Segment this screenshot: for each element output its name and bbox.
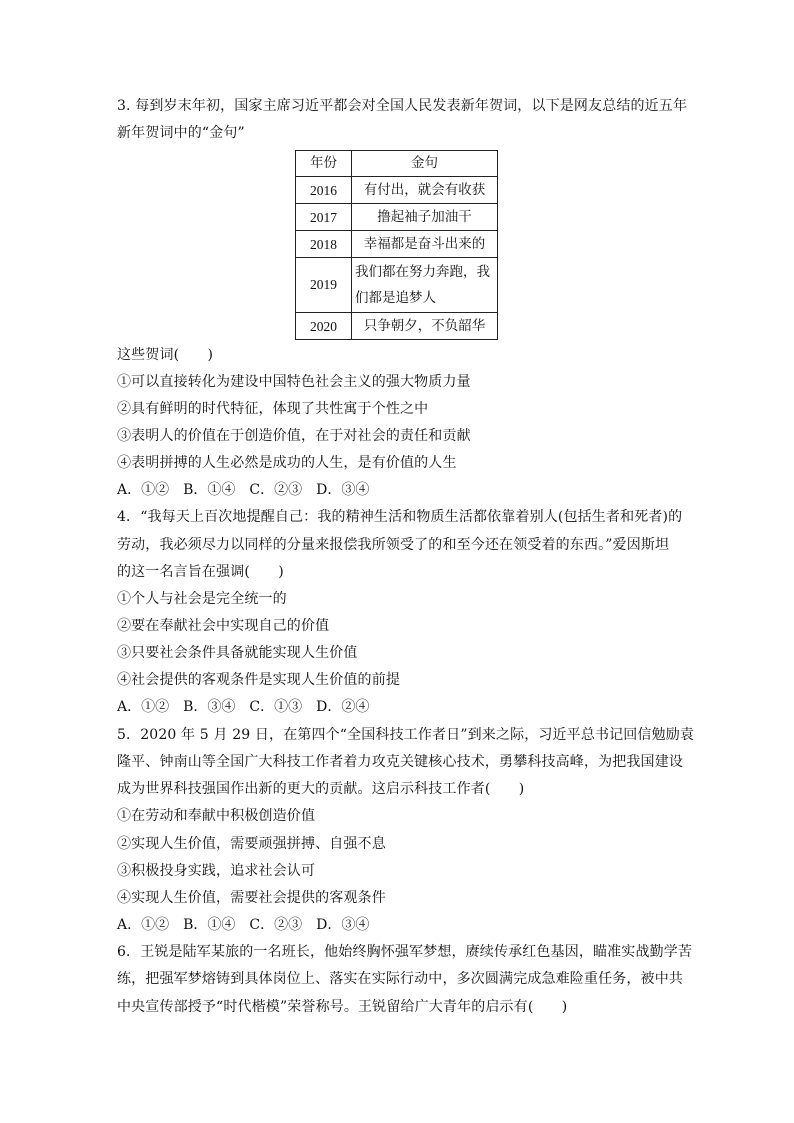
table-cell-quote: 幸福都是奋斗出来的 (352, 231, 498, 258)
q3-statement-3: ③表明人的价值在于创造价值，在于对社会的责任和贡献 (117, 428, 471, 444)
q3-statement-4: ④表明拼搏的人生必然是成功的人生，是有价值的人生 (117, 455, 457, 471)
q5-stem-line-2: 隆平、钟南山等全国广大科技工作者着力攻克关键核心技术，勇攀科技高峰，为把我国建设 (117, 754, 683, 770)
table-cell-quote: 我们都在努力奔跑，我们都是追梦人 (352, 258, 498, 313)
q3-statement-2: ②具有鲜明的时代特征，体现了共性寓于个性之中 (117, 401, 429, 417)
q6-stem-line-2: 练，把强军梦熔铸到具体岗位上、落实在实际行动中，多次圆满完成急难险重任务，被中共 (117, 971, 683, 987)
q3-stem-line-2: 新年贺词中的“金句” (117, 125, 245, 141)
q6-stem-line-1: 6．王锐是陆军某旅的一名班长，他始终胸怀强军梦想，赓续传承红色基因，瞄准实战勤学苦 (117, 944, 693, 960)
q4-statement-2: ②要在奉献社会中实现自己的价值 (117, 618, 330, 634)
q4-stem-line-3: 的这一名言旨在强调( ) (117, 564, 284, 580)
table-cell-quote: 有付出，就会有收获 (352, 177, 498, 204)
q5-statement-2: ②实现人生价值，需要顽强拼搏、自强不息 (117, 836, 386, 852)
table-header-year: 年份 (296, 151, 352, 177)
q3-stem-line-1: 3. 每到岁末年初，国家主席习近平都会对全国人民发表新年贺词，以下是网友总结的近五年 (117, 98, 688, 114)
q5-statement-1: ①在劳动和奉献中积极创造价值 (117, 808, 316, 824)
table-row (296, 231, 498, 258)
table-row (296, 313, 498, 340)
q4-statement-4: ④社会提供的客观条件是实现人生价值的前提 (117, 672, 400, 688)
table-row (296, 177, 498, 204)
q3-statement-1: ①可以直接转化为建设中国特色社会主义的强大物质力量 (117, 374, 471, 390)
table-cell-quote: 只争朝夕，不负韶华 (352, 313, 498, 340)
q6-stem-line-3: 中央宣传部授予“时代楷模”荣誉称号。王锐留给广大青年的启示有( ) (117, 999, 568, 1015)
q3-prompt: 这些贺词( ) (117, 347, 214, 363)
table-row (296, 204, 498, 231)
table-header-row (296, 151, 498, 177)
table-cell-year: 2017 (296, 204, 352, 231)
table-cell-year: 2018 (296, 231, 352, 258)
q4-statement-3: ③只要社会条件具备就能实现人生价值 (117, 645, 358, 661)
q5-options: A．①② B．①④ C．②③ D．③④ (117, 917, 370, 933)
new-year-quotes-table (295, 150, 498, 340)
table-cell-quote: 撸起袖子加油干 (352, 204, 498, 231)
q5-stem-line-1: 5．2020 年 5 月 29 日，在第四个“全国科技工作者日”到来之际，习近平总书记回信勉励袁 (117, 727, 695, 743)
q4-options: A．①② B．③④ C．①③ D．②④ (117, 699, 370, 715)
table-cell-year: 2019 (296, 258, 352, 313)
q5-statement-3: ③积极投身实践，追求社会认可 (117, 863, 316, 879)
q4-statement-1: ①个人与社会是完全统一的 (117, 591, 287, 607)
q5-stem-line-3: 成为世界科技强国作出新的更大的贡献。这启示科技工作者( ) (117, 781, 525, 797)
q5-statement-4: ④实现人生价值，需要社会提供的客观条件 (117, 890, 386, 906)
table-header-quote: 金句 (352, 151, 498, 177)
table-cell-year: 2020 (296, 313, 352, 340)
q3-options: A．①② B．①④ C．②③ D．③④ (117, 482, 370, 498)
table-cell-year: 2016 (296, 177, 352, 204)
q4-stem-line-2: 劳动，我必须尽力以同样的分量来报偿我所领受了的和至今还在领受着的东西。”爱因斯坦 (117, 537, 670, 553)
q4-stem-line-1: 4．“我每天上百次地提醒自己：我的精神生活和物质生活都依靠着别人(包括生者和死者)的 (117, 509, 683, 525)
table-row (296, 258, 498, 313)
